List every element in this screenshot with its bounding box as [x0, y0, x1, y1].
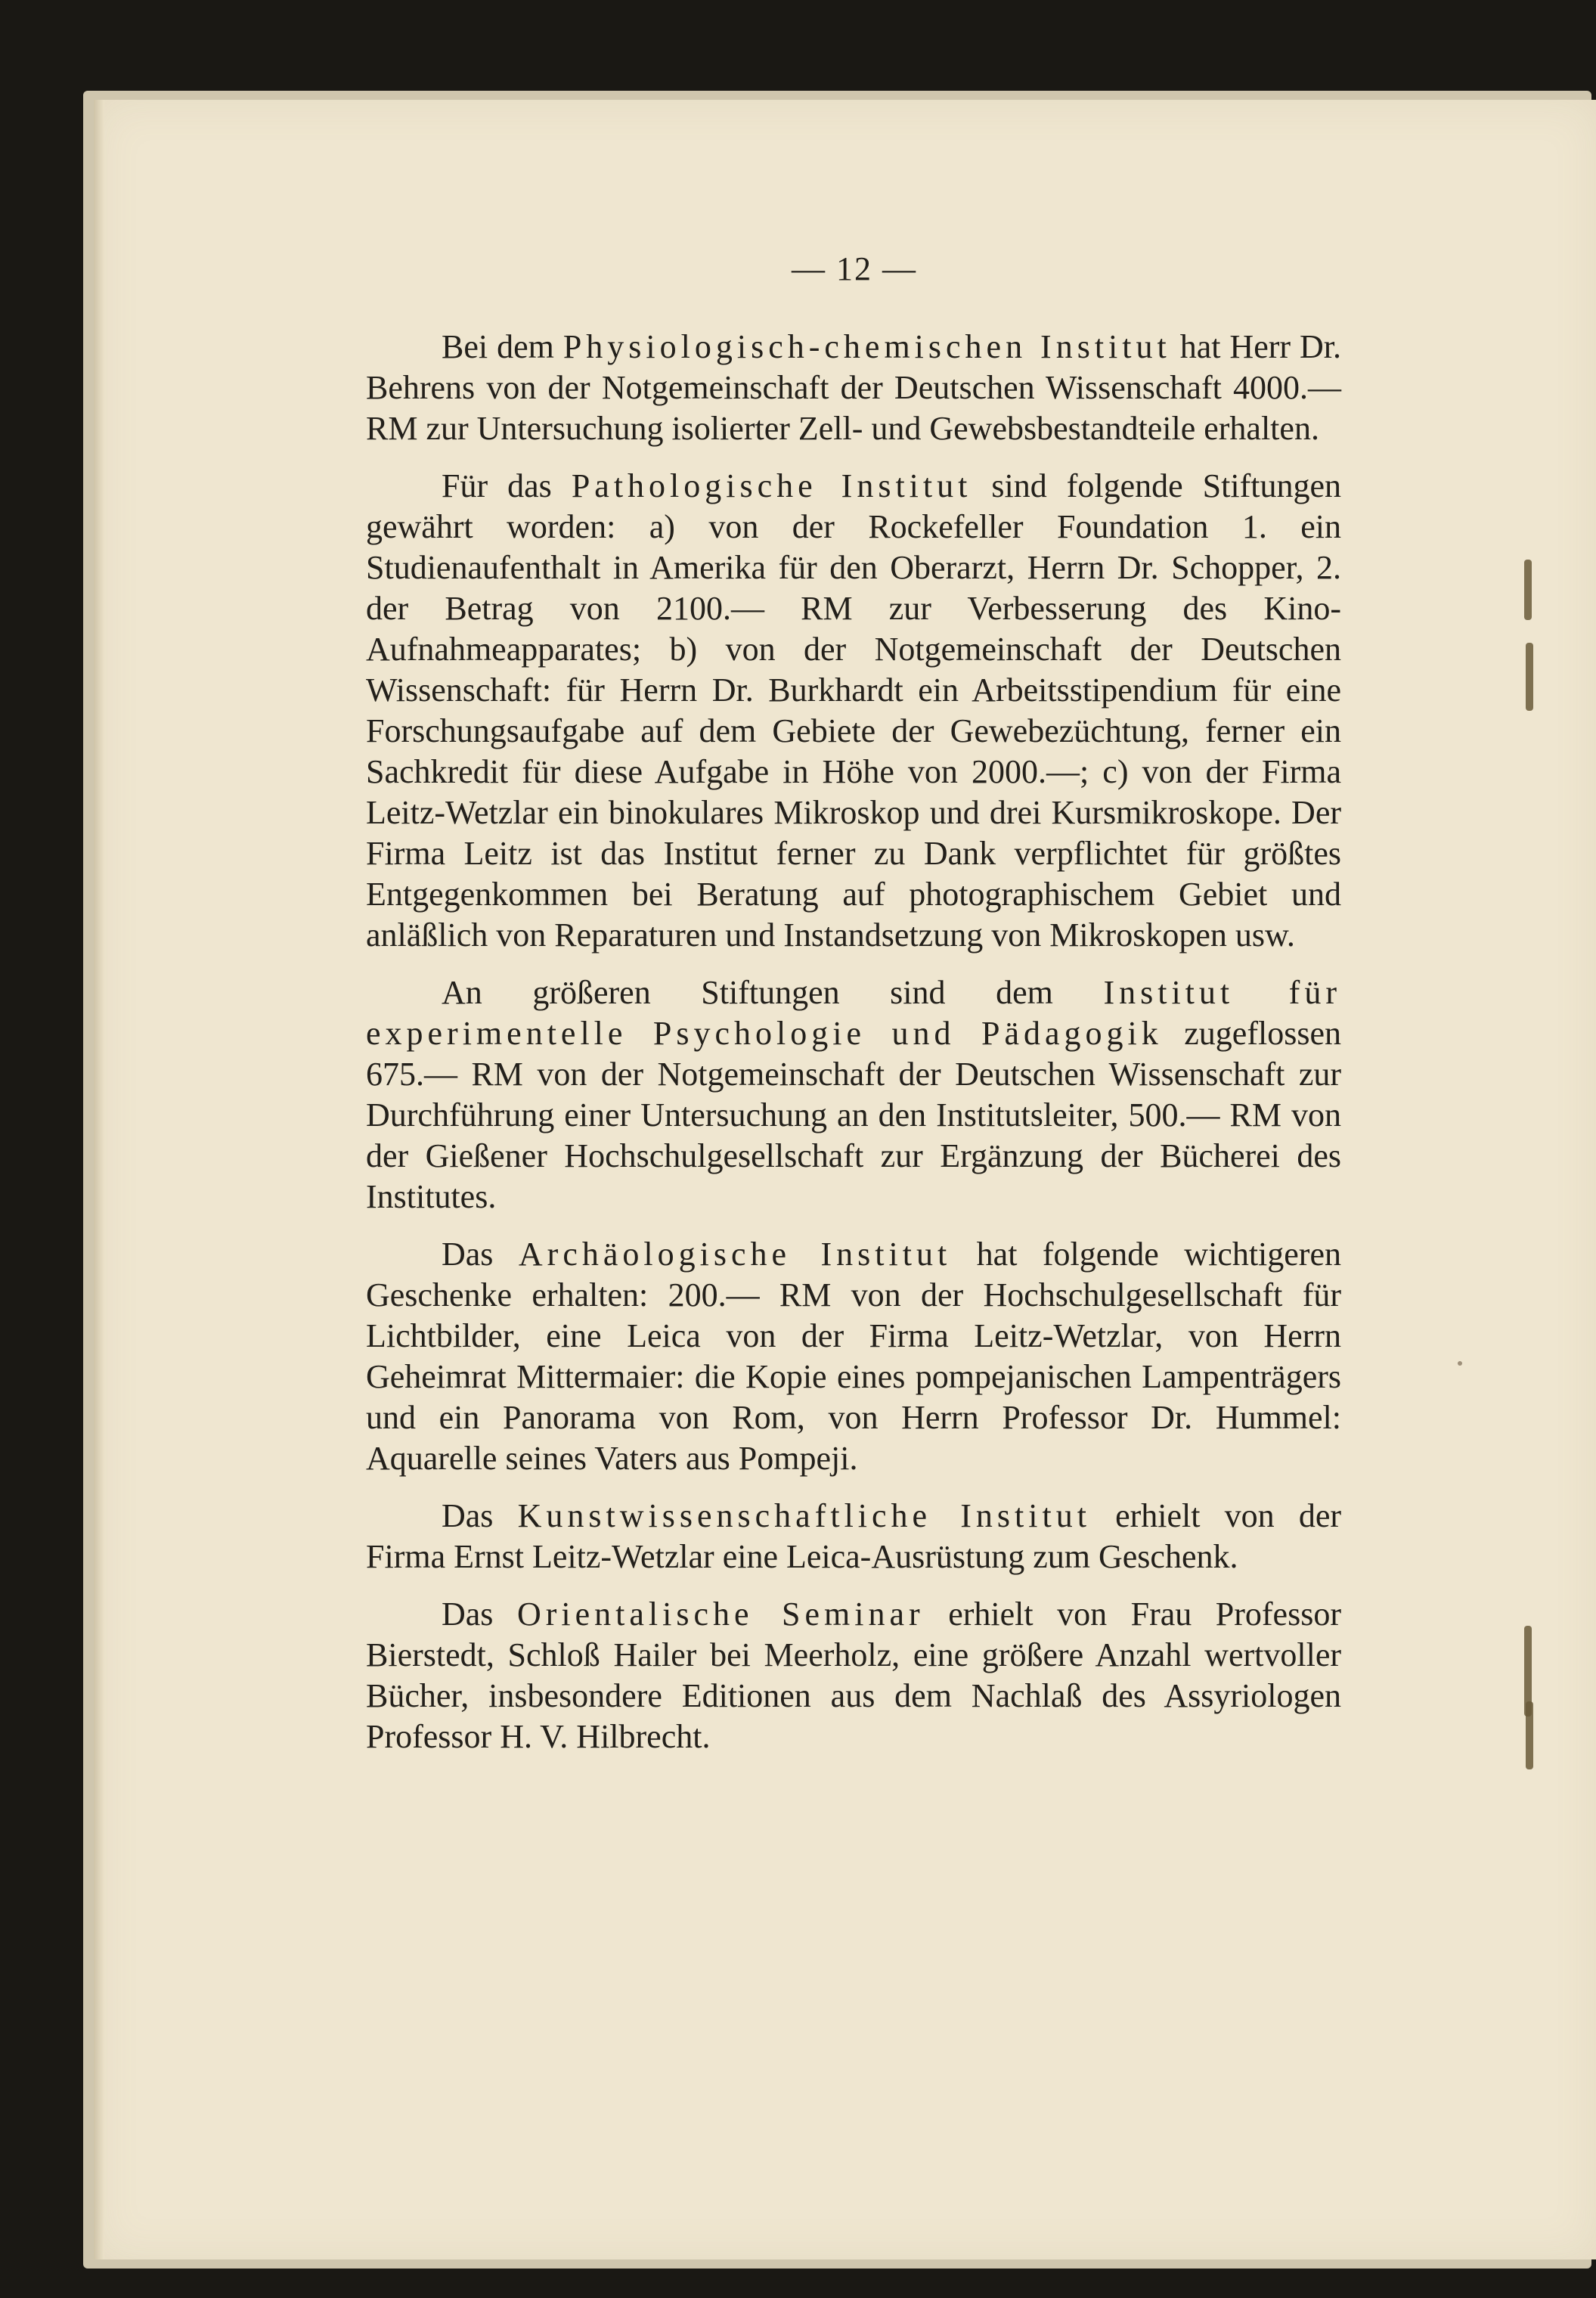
binding-mark	[1526, 643, 1533, 711]
paper-speck	[1458, 1361, 1462, 1366]
paragraph-psychologie-paedagogik	[366, 972, 1341, 1217]
paragraph-body: hat Herr Dr. Behrens von der Notgemeinschaft der Deutschen Wissenschaft 4000.— RM zur Untersuchung isolierter Zell- und Gewebsbestandteile erhalten.	[366, 328, 1342, 447]
paragraph-lead: Das	[442, 1596, 517, 1633]
institute-name: Archäologische Institut	[518, 1236, 952, 1273]
institute-name: Kunstwissenschaftliche Institut	[517, 1497, 1091, 1534]
paragraph-lead: An größeren Stiftungen sind dem	[442, 974, 1104, 1011]
paragraph-body: zugeflossen 675.— RM von der Notgemeinschaft der Deutschen Wissenschaft zur Durchführung einer Untersuchung an den Institutsleiter, 500.— RM von der Gießener Hochschulgesellschaft zur Ergänzung der Bücherei des Institutes.	[366, 1015, 1341, 1215]
paragraph-body: erhielt von der Firma Ernst Leitz-Wetzlar eine Leica-Ausrüstung zum Geschenk.	[366, 1497, 1341, 1575]
paragraph-kunstwissenschaftliches-institut	[366, 1496, 1341, 1577]
paragraph-lead: Für das	[442, 467, 572, 504]
paragraph-physiologisch-chemisches-institut	[366, 327, 1341, 449]
paragraph-archaeologisches-institut	[366, 1234, 1341, 1479]
page-number: — 12 —	[792, 250, 917, 287]
binding-mark	[1526, 1701, 1533, 1769]
paragraph-lead: Bei dem	[442, 328, 563, 365]
institute-name: Institut für experimentelle Psychologie und Pädagogik	[366, 974, 1341, 1052]
body-text	[366, 327, 1341, 1774]
paragraph-pathologisches-institut	[366, 466, 1341, 956]
institute-name: Pathologische Institut	[571, 467, 972, 504]
page-edge	[94, 100, 104, 2259]
institute-name: Orientalische Seminar	[516, 1596, 925, 1633]
paragraph-body: sind folgende Stiftungen gewährt worden: a) von der Rockefeller Foundation 1. ein Studienaufenthalt in Amerika für den Oberarzt, Herrn Dr. Schopper, 2. der Betrag von 2100.— RM zur Verbesserung des Kino-Aufnahmeapparates; b) von der Notgemeinschaft der Deutschen Wissenschaft: für Herrn Dr. Burkhardt ein Arbeitsstipendium für eine Forschungsaufgabe auf dem Gebiete der Gewebezüchtung, ferner ein Sachkredit für diese Aufgabe in Höhe von 2000.—; c) von der Firma Leitz-Wetzlar ein binokulares Mikroskop und drei Kursmikroskope. Der Firma Leitz ist das Institut ferner zu Dank verpflichtet für größtes Entgegenkommen bei Beratung auf photographischem Gebiet und anläßlich von Reparaturen und Instandsetzung von Mikroskopen usw.	[366, 467, 1342, 954]
paragraph-orientalisches-seminar	[366, 1594, 1341, 1757]
paragraph-lead: Das	[442, 1497, 518, 1534]
binding-mark	[1524, 560, 1532, 620]
institute-name: Physiologisch-chemischen Institut	[562, 328, 1171, 365]
paragraph-body: hat folgende wichtigeren Geschenke erhalten: 200.— RM von der Hochschulgesellschaft für Lichtbilder, eine Leica von der Firma Leitz-Wetzlar, von Herrn Geheimrat Mittermaier: die Kopie eines pompejanischen Lampenträgers und ein Panorama von Rom, von Herrn Professor Dr. Hummel: Aquarelle seines Vaters aus Pompeji.	[366, 1236, 1341, 1477]
paragraph-lead: Das	[442, 1236, 519, 1273]
paragraph-body: erhielt von Frau Professor Bierstedt, Schloß Hailer bei Meerholz, eine größere Anzahl wertvoller Bücher, insbesondere Editionen aus dem Nachlaß des Assyriologen Professor H. V. Hilbrecht.	[366, 1596, 1341, 1755]
